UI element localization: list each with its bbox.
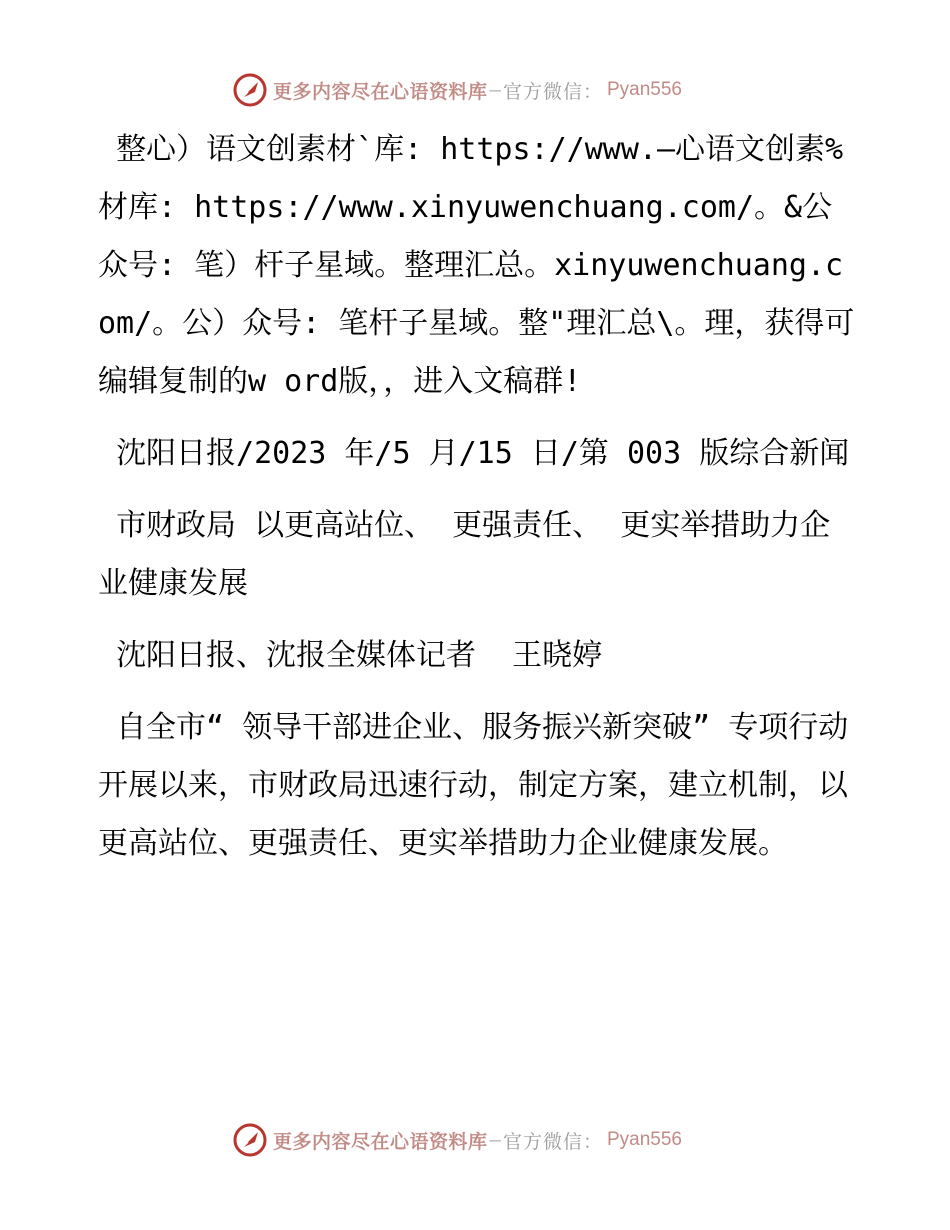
quill-seal-logo-icon [233, 1123, 267, 1157]
banner-dash: — [489, 79, 501, 101]
intro-paragraph: 整心）语文创素材`库: https://www.—心语文创素%材库: https://www.xinyuwenchuang.com/。&公众号: 笔）杆子星域。整理汇总。xinyuwenchuang.com/。公）众号: 笔杆子星域。整"理汇总\。理，获得可编辑复制的w ord版，，进入文稿群! [98, 132, 855, 399]
banner-wechat-label: 官方微信： [502, 80, 603, 103]
byline: 沈阳日报、沈报全媒体记者 王晓婷 [98, 638, 603, 673]
document-body [98, 121, 858, 887]
source-line: 沈阳日报/2023 年/5 月/15 日/第 003 版综合新闻 [98, 436, 850, 471]
banner-title: 更多内容尽在心语资料库 [273, 1130, 488, 1153]
banner-wechat-label: 官方微信： [502, 1130, 603, 1153]
article-title: 市财政局 以更高站位、 更强责任、 更实举措助力企业健康发展 [98, 508, 831, 601]
footer-banner [233, 1120, 682, 1160]
quill-seal-logo-icon [233, 73, 267, 107]
banner-wechat-id: Pyan556 [606, 79, 682, 100]
banner-title: 更多内容尽在心语资料库 [273, 80, 488, 103]
banner-dash: — [489, 1129, 501, 1151]
body-paragraph: 自全市“ 领导干部进企业、服务振兴新突破” 专项行动开展以来，市财政局迅速行动，制定方案，建立机制，以更高站位、更强责任、更实举措助力企业健康发展。 [98, 710, 849, 861]
header-banner [233, 70, 682, 110]
banner-wechat-id: Pyan556 [606, 1129, 682, 1150]
